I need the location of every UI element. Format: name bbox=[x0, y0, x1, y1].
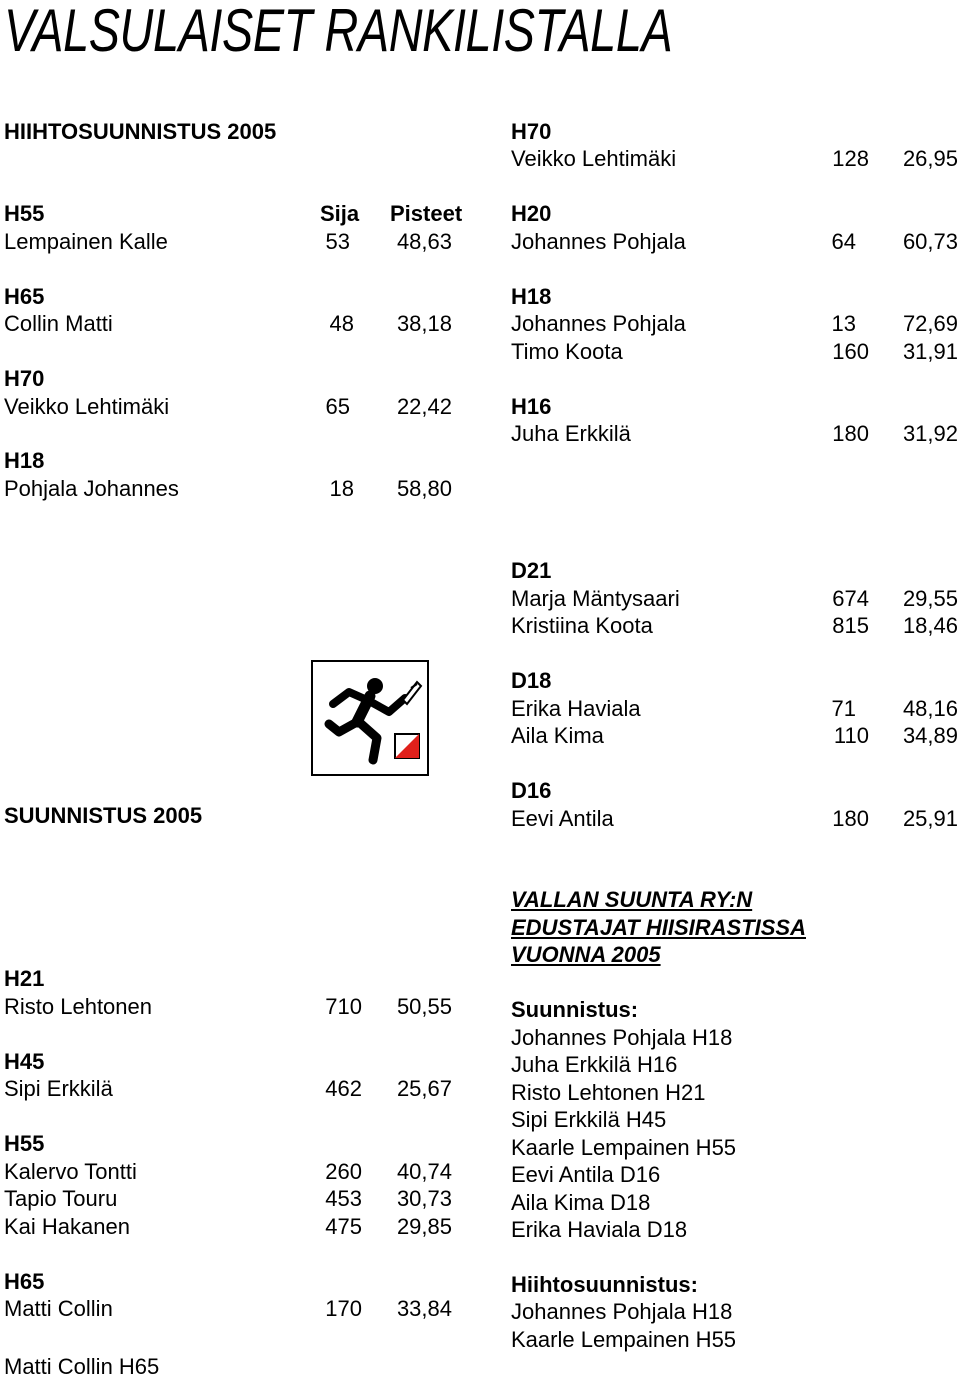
member-item: Kaarle Lempainen H55 bbox=[511, 1135, 737, 1160]
athlete-points: 31,92 bbox=[902, 421, 958, 446]
athlete-rank: 475 bbox=[325, 1214, 362, 1239]
member-item: Sipi Erkkilä H45 bbox=[511, 1107, 667, 1132]
column-header-points: Pisteet bbox=[390, 201, 463, 226]
athlete-name: Pohjala Johannes bbox=[4, 476, 179, 501]
athlete-name: Marja Mäntysaari bbox=[511, 586, 680, 611]
athlete-name: Veikko Lehtimäki bbox=[511, 146, 677, 171]
athlete-points: 38,18 bbox=[396, 311, 452, 336]
athlete-points: 34,89 bbox=[902, 723, 958, 748]
member-item: Kaarle Lempainen H55 bbox=[511, 1327, 737, 1352]
page-title: VALSULAISET RANKILISTALLA bbox=[4, 0, 673, 64]
class-label: H70 bbox=[511, 119, 552, 144]
class-label: D16 bbox=[511, 778, 552, 803]
member-item: Eevi Antila D16 bbox=[511, 1162, 661, 1187]
athlete-name: Collin Matti bbox=[4, 311, 113, 336]
athlete-points: 50,55 bbox=[396, 994, 452, 1019]
athlete-rank: 64 bbox=[831, 229, 856, 254]
athlete-rank: 18 bbox=[329, 476, 354, 501]
orienteering-members-label: Suunnistus: bbox=[511, 997, 639, 1022]
ski-members-label: Hiihtosuunnistus: bbox=[511, 1272, 698, 1297]
athlete-points: 31,91 bbox=[902, 339, 958, 364]
class-label: H16 bbox=[511, 394, 552, 419]
athlete-rank: 180 bbox=[832, 421, 869, 446]
athlete-rank: 65 bbox=[325, 394, 350, 419]
athlete-points: 30,73 bbox=[396, 1186, 452, 1211]
athlete-name: Kalervo Tontti bbox=[4, 1159, 137, 1184]
athlete-points: 25,67 bbox=[396, 1076, 452, 1101]
member-item: Risto Lehtonen H21 bbox=[511, 1080, 706, 1105]
member-item: Juha Erkkilä H16 bbox=[511, 1052, 678, 1077]
representatives-heading-line: EDUSTAJAT HIISIRASTISSA bbox=[511, 915, 806, 940]
athlete-points: 26,95 bbox=[902, 146, 958, 171]
class-label: H18 bbox=[4, 448, 45, 473]
athlete-rank: 180 bbox=[832, 806, 869, 831]
athlete-points: 29,55 bbox=[902, 586, 958, 611]
athlete-name: Juha Erkkilä bbox=[511, 421, 631, 446]
athlete-points: 22,42 bbox=[396, 394, 452, 419]
class-label: H21 bbox=[4, 966, 45, 991]
representatives-heading-line: VUONNA 2005 bbox=[511, 942, 661, 967]
athlete-rank: 128 bbox=[832, 146, 869, 171]
athlete-rank: 710 bbox=[325, 994, 362, 1019]
athlete-rank: 462 bbox=[325, 1076, 362, 1101]
athlete-rank: 53 bbox=[325, 229, 350, 254]
class-label: H65 bbox=[4, 284, 45, 309]
ski-section-heading: HIIHTOSUUNNISTUS 2005 bbox=[4, 119, 277, 144]
class-label: H18 bbox=[511, 284, 552, 309]
athlete-name: Risto Lehtonen bbox=[4, 994, 152, 1019]
athlete-points: 25,91 bbox=[902, 806, 958, 831]
member-item: Aila Kima D18 bbox=[511, 1190, 651, 1215]
class-label: H55 bbox=[4, 1131, 45, 1156]
athlete-points: 72,69 bbox=[902, 311, 958, 336]
athlete-points: 33,84 bbox=[396, 1296, 452, 1321]
athlete-points: 48,16 bbox=[902, 696, 958, 721]
footer-note: Matti Collin H65 bbox=[4, 1354, 160, 1379]
athlete-name: Veikko Lehtimäki bbox=[4, 394, 170, 419]
athlete-name: Sipi Erkkilä bbox=[4, 1076, 113, 1101]
athlete-points: 40,74 bbox=[396, 1159, 452, 1184]
athlete-rank: 674 bbox=[832, 586, 869, 611]
member-item: Johannes Pohjala H18 bbox=[511, 1025, 733, 1050]
class-label: H55 bbox=[4, 201, 45, 226]
athlete-name: Timo Koota bbox=[511, 339, 623, 364]
athlete-name: Aila Kima bbox=[511, 723, 604, 748]
athlete-name: Tapio Touru bbox=[4, 1186, 118, 1211]
athlete-name: Erika Haviala bbox=[511, 696, 641, 721]
athlete-rank: 71 bbox=[831, 696, 856, 721]
athlete-rank: 110 bbox=[833, 723, 869, 748]
athlete-points: 29,85 bbox=[396, 1214, 452, 1239]
member-item: Erika Haviala D18 bbox=[511, 1217, 688, 1242]
athlete-points: 48,63 bbox=[396, 229, 452, 254]
column-header-rank: Sija bbox=[320, 201, 360, 226]
runner-pictogram bbox=[313, 662, 427, 774]
athlete-name: Kai Hakanen bbox=[4, 1214, 130, 1239]
orienteering-section-heading: SUUNNISTUS 2005 bbox=[4, 803, 203, 828]
orienteering-runner-icon bbox=[311, 660, 429, 776]
athlete-rank: 260 bbox=[325, 1159, 362, 1184]
class-label: D18 bbox=[511, 668, 552, 693]
representatives-heading-line: VALLAN SUUNTA RY:N bbox=[511, 887, 753, 912]
athlete-name: Matti Collin bbox=[4, 1296, 113, 1321]
athlete-points: 60,73 bbox=[902, 229, 958, 254]
athlete-name: Kristiina Koota bbox=[511, 613, 653, 638]
athlete-rank: 48 bbox=[329, 311, 354, 336]
class-label: H45 bbox=[4, 1049, 45, 1074]
class-label: H20 bbox=[511, 201, 552, 226]
athlete-points: 58,80 bbox=[396, 476, 452, 501]
class-label: H65 bbox=[4, 1269, 45, 1294]
athlete-rank: 160 bbox=[832, 339, 869, 364]
athlete-rank: 13 bbox=[831, 311, 856, 336]
athlete-rank: 815 bbox=[832, 613, 869, 638]
member-item: Johannes Pohjala H18 bbox=[511, 1299, 733, 1324]
class-label: H70 bbox=[4, 366, 45, 391]
athlete-points: 18,46 bbox=[902, 613, 958, 638]
class-label: D21 bbox=[511, 558, 552, 583]
athlete-rank: 170 bbox=[325, 1296, 362, 1321]
athlete-name: Johannes Pohjala bbox=[511, 229, 686, 254]
athlete-rank: 453 bbox=[325, 1186, 362, 1211]
athlete-name: Eevi Antila bbox=[511, 806, 614, 831]
athlete-name: Johannes Pohjala bbox=[511, 311, 686, 336]
athlete-name: Lempainen Kalle bbox=[4, 229, 168, 254]
